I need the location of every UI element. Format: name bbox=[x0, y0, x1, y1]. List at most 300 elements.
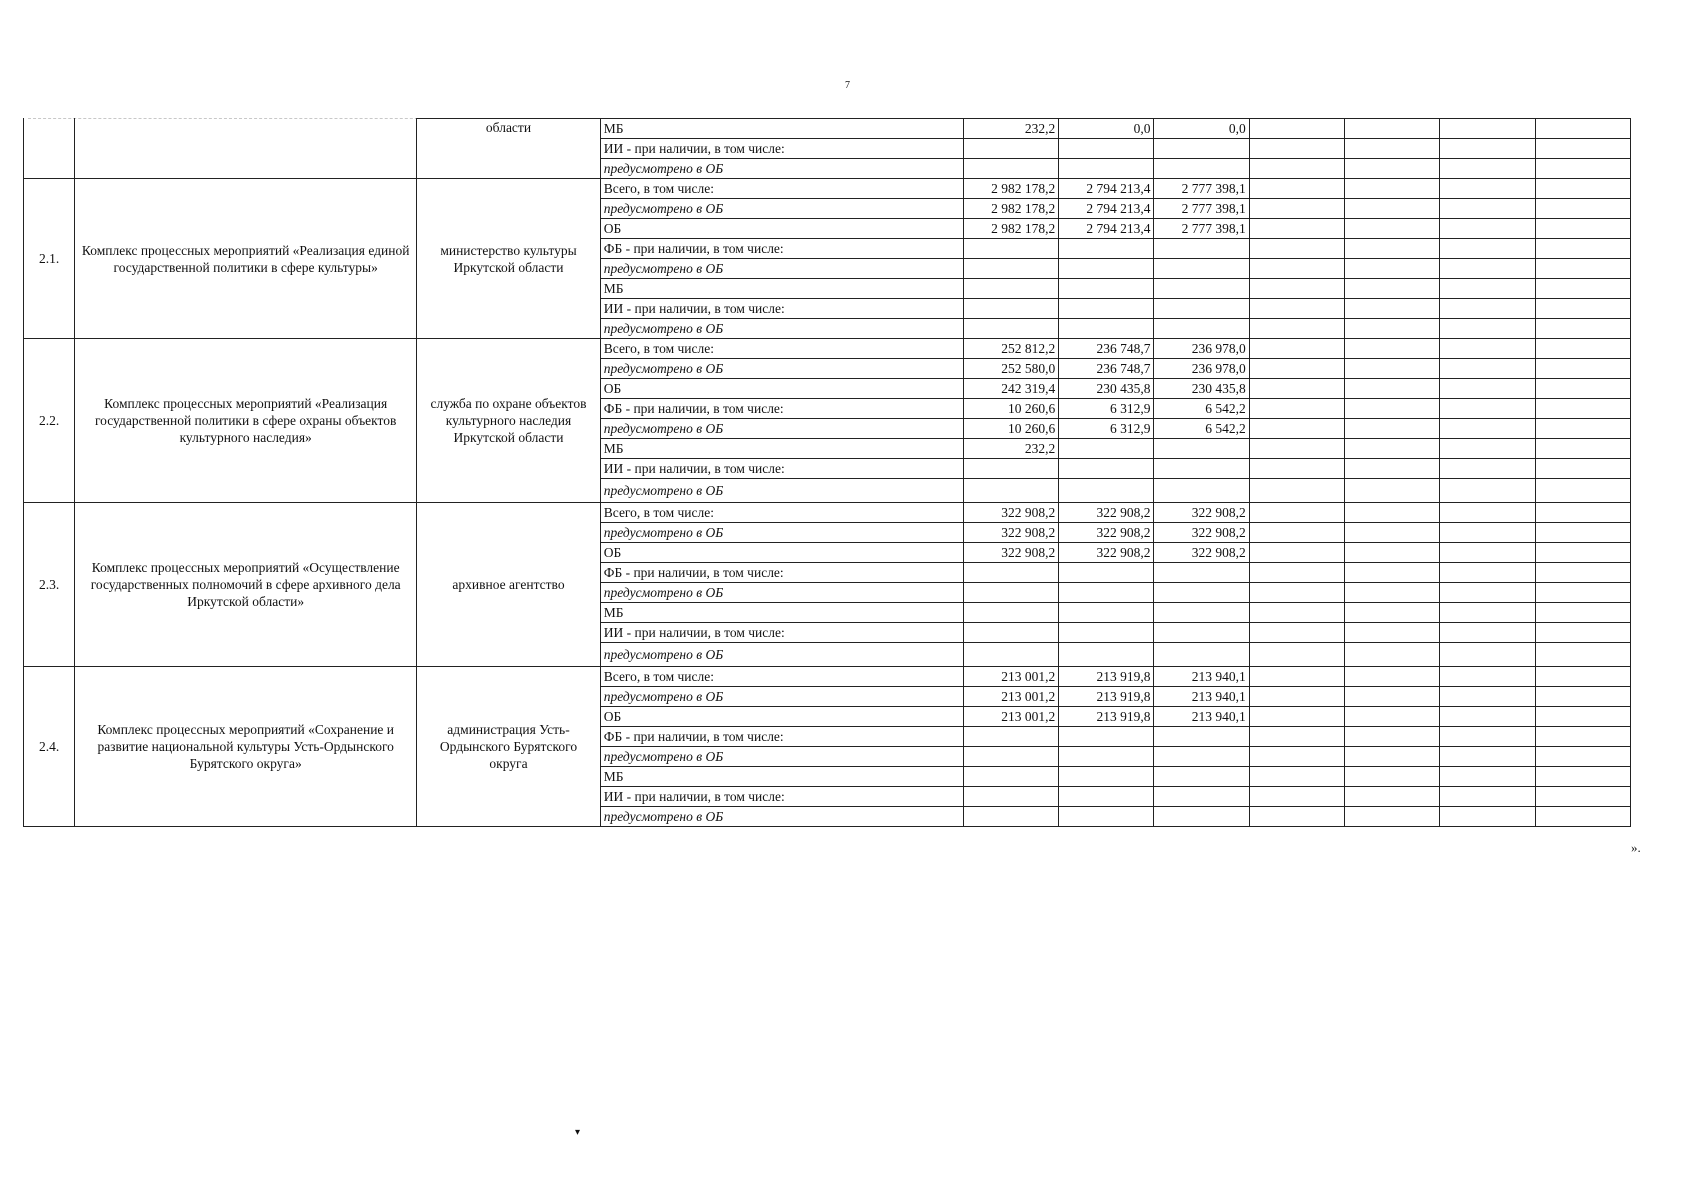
amount-cell-3 bbox=[1154, 563, 1249, 583]
empty-cell bbox=[1249, 583, 1344, 603]
amount-cell-2 bbox=[1059, 159, 1154, 179]
empty-cell bbox=[1345, 399, 1440, 419]
empty-cell bbox=[1535, 459, 1630, 479]
amount-cell-2 bbox=[1059, 563, 1154, 583]
amount-cell-3 bbox=[1154, 139, 1249, 159]
empty-cell bbox=[1535, 583, 1630, 603]
amount-cell-3 bbox=[1154, 603, 1249, 623]
empty-cell bbox=[1440, 179, 1535, 199]
empty-cell bbox=[1345, 179, 1440, 199]
empty-cell bbox=[1345, 459, 1440, 479]
empty-cell bbox=[1535, 807, 1630, 827]
empty-cell bbox=[1249, 239, 1344, 259]
empty-cell bbox=[1345, 623, 1440, 643]
funding-source-cell: предусмотрено в ОБ bbox=[600, 807, 963, 827]
amount-cell-1 bbox=[963, 563, 1058, 583]
empty-cell bbox=[1535, 279, 1630, 299]
empty-cell bbox=[1535, 687, 1630, 707]
empty-cell bbox=[1249, 299, 1344, 319]
empty-cell bbox=[1535, 503, 1630, 523]
empty-cell bbox=[1440, 399, 1535, 419]
empty-cell bbox=[1345, 747, 1440, 767]
financing-table-body bbox=[24, 119, 1631, 827]
empty-cell bbox=[1249, 339, 1344, 359]
empty-cell bbox=[1345, 563, 1440, 583]
amount-cell-1 bbox=[963, 643, 1058, 667]
amount-cell-3: 322 908,2 bbox=[1154, 503, 1249, 523]
amount-cell-3 bbox=[1154, 583, 1249, 603]
amount-cell-3: 2 777 398,1 bbox=[1154, 199, 1249, 219]
amount-cell-3: 213 940,1 bbox=[1154, 707, 1249, 727]
empty-cell bbox=[1535, 563, 1630, 583]
empty-cell bbox=[1535, 623, 1630, 643]
amount-cell-3 bbox=[1154, 159, 1249, 179]
empty-cell bbox=[1249, 359, 1344, 379]
empty-cell bbox=[1249, 807, 1344, 827]
amount-cell-1 bbox=[963, 603, 1058, 623]
funding-source-cell: ФБ - при наличии, в том числе: bbox=[600, 399, 963, 419]
empty-cell bbox=[1345, 707, 1440, 727]
empty-cell bbox=[1345, 139, 1440, 159]
amount-cell-2: 213 919,8 bbox=[1059, 707, 1154, 727]
funding-source-cell: ФБ - при наличии, в том числе: bbox=[600, 239, 963, 259]
amount-cell-2 bbox=[1059, 439, 1154, 459]
amount-cell-2: 0,0 bbox=[1059, 119, 1154, 139]
amount-cell-2: 236 748,7 bbox=[1059, 339, 1154, 359]
amount-cell-2 bbox=[1059, 259, 1154, 279]
amount-cell-3: 6 542,2 bbox=[1154, 399, 1249, 419]
empty-cell bbox=[1249, 563, 1344, 583]
empty-cell bbox=[1345, 643, 1440, 667]
empty-cell bbox=[1535, 119, 1630, 139]
empty-cell bbox=[1345, 239, 1440, 259]
amount-cell-2 bbox=[1059, 239, 1154, 259]
amount-cell-3: 2 777 398,1 bbox=[1154, 219, 1249, 239]
empty-cell bbox=[1345, 503, 1440, 523]
empty-cell bbox=[1535, 299, 1630, 319]
amount-cell-3 bbox=[1154, 259, 1249, 279]
amount-cell-2 bbox=[1059, 319, 1154, 339]
empty-cell bbox=[1249, 543, 1344, 563]
empty-cell bbox=[1535, 359, 1630, 379]
amount-cell-1 bbox=[963, 479, 1058, 503]
amount-cell-1: 213 001,2 bbox=[963, 667, 1058, 687]
funding-source-cell: предусмотрено в ОБ bbox=[600, 523, 963, 543]
empty-cell bbox=[1249, 687, 1344, 707]
amount-cell-1 bbox=[963, 239, 1058, 259]
responsible-cell: администрация Усть-Ордынского Бурятского округа bbox=[417, 667, 601, 827]
empty-cell bbox=[1249, 523, 1344, 543]
empty-cell bbox=[1440, 523, 1535, 543]
amount-cell-1: 10 260,6 bbox=[963, 419, 1058, 439]
amount-cell-1 bbox=[963, 807, 1058, 827]
empty-cell bbox=[1345, 419, 1440, 439]
amount-cell-1 bbox=[963, 159, 1058, 179]
funding-source-cell: ИИ - при наличии, в том числе: bbox=[600, 787, 963, 807]
empty-cell bbox=[1345, 667, 1440, 687]
amount-cell-3 bbox=[1154, 279, 1249, 299]
empty-cell bbox=[1249, 707, 1344, 727]
amount-cell-1: 213 001,2 bbox=[963, 687, 1058, 707]
funding-source-cell: МБ bbox=[600, 767, 963, 787]
amount-cell-3 bbox=[1154, 239, 1249, 259]
empty-cell bbox=[1249, 379, 1344, 399]
empty-cell bbox=[1440, 787, 1535, 807]
funding-source-cell: предусмотрено в ОБ bbox=[600, 687, 963, 707]
empty-cell bbox=[1440, 299, 1535, 319]
empty-cell bbox=[1345, 199, 1440, 219]
empty-cell bbox=[1345, 603, 1440, 623]
amount-cell-3: 2 777 398,1 bbox=[1154, 179, 1249, 199]
amount-cell-3 bbox=[1154, 643, 1249, 667]
funding-source-cell: ИИ - при наличии, в том числе: bbox=[600, 139, 963, 159]
funding-source-cell: предусмотрено в ОБ bbox=[600, 359, 963, 379]
empty-cell bbox=[1440, 219, 1535, 239]
empty-cell bbox=[1535, 239, 1630, 259]
funding-source-cell: ИИ - при наличии, в том числе: bbox=[600, 623, 963, 643]
empty-cell bbox=[1249, 219, 1344, 239]
empty-cell bbox=[1249, 439, 1344, 459]
empty-cell bbox=[1535, 479, 1630, 503]
empty-cell bbox=[1535, 419, 1630, 439]
amount-cell-1: 242 319,4 bbox=[963, 379, 1058, 399]
amount-cell-1 bbox=[963, 319, 1058, 339]
item-name-cell: Комплекс процессных мероприятий «Реализация единой государственной политики в сфере культуры» bbox=[75, 179, 417, 339]
amount-cell-2: 2 794 213,4 bbox=[1059, 199, 1154, 219]
empty-cell bbox=[1440, 623, 1535, 643]
empty-cell bbox=[1535, 787, 1630, 807]
empty-cell bbox=[1440, 159, 1535, 179]
funding-source-cell: предусмотрено в ОБ bbox=[600, 419, 963, 439]
funding-source-cell: ОБ bbox=[600, 379, 963, 399]
amount-cell-3 bbox=[1154, 439, 1249, 459]
funding-source-cell: ИИ - при наличии, в том числе: bbox=[600, 459, 963, 479]
amount-cell-2 bbox=[1059, 807, 1154, 827]
empty-cell bbox=[1535, 667, 1630, 687]
amount-cell-1 bbox=[963, 727, 1058, 747]
amount-cell-3 bbox=[1154, 747, 1249, 767]
empty-cell bbox=[1440, 459, 1535, 479]
item-name-cell bbox=[75, 119, 417, 179]
amount-cell-1 bbox=[963, 459, 1058, 479]
amount-cell-3: 230 435,8 bbox=[1154, 379, 1249, 399]
empty-cell bbox=[1249, 319, 1344, 339]
amount-cell-2: 236 748,7 bbox=[1059, 359, 1154, 379]
amount-cell-2: 213 919,8 bbox=[1059, 687, 1154, 707]
table-row bbox=[24, 339, 1631, 359]
responsible-cell: архивное агентство bbox=[417, 503, 601, 667]
empty-cell bbox=[1249, 603, 1344, 623]
empty-cell bbox=[1345, 339, 1440, 359]
amount-cell-1 bbox=[963, 623, 1058, 643]
funding-source-cell: предусмотрено в ОБ bbox=[600, 259, 963, 279]
responsible-cell: министерство культуры Иркутской области bbox=[417, 179, 601, 339]
empty-cell bbox=[1249, 643, 1344, 667]
item-number-cell: 2.1. bbox=[24, 179, 75, 339]
funding-source-cell: ФБ - при наличии, в том числе: bbox=[600, 563, 963, 583]
empty-cell bbox=[1345, 379, 1440, 399]
amount-cell-2 bbox=[1059, 583, 1154, 603]
amount-cell-3 bbox=[1154, 459, 1249, 479]
amount-cell-1: 2 982 178,2 bbox=[963, 179, 1058, 199]
empty-cell bbox=[1440, 199, 1535, 219]
empty-cell bbox=[1440, 707, 1535, 727]
empty-cell bbox=[1345, 807, 1440, 827]
funding-source-cell: предусмотрено в ОБ bbox=[600, 319, 963, 339]
empty-cell bbox=[1345, 359, 1440, 379]
amount-cell-3: 213 940,1 bbox=[1154, 687, 1249, 707]
empty-cell bbox=[1440, 359, 1535, 379]
funding-source-cell: предусмотрено в ОБ bbox=[600, 479, 963, 503]
amount-cell-2: 230 435,8 bbox=[1059, 379, 1154, 399]
amount-cell-2 bbox=[1059, 299, 1154, 319]
closing-quote-mark: ». bbox=[1631, 840, 1641, 855]
amount-cell-3: 213 940,1 bbox=[1154, 667, 1249, 687]
empty-cell bbox=[1535, 339, 1630, 359]
amount-cell-1: 10 260,6 bbox=[963, 399, 1058, 419]
funding-source-cell: предусмотрено в ОБ bbox=[600, 583, 963, 603]
amount-cell-2: 322 908,2 bbox=[1059, 543, 1154, 563]
empty-cell bbox=[1345, 219, 1440, 239]
amount-cell-2 bbox=[1059, 603, 1154, 623]
amount-cell-2 bbox=[1059, 767, 1154, 787]
amount-cell-1 bbox=[963, 139, 1058, 159]
empty-cell bbox=[1440, 479, 1535, 503]
empty-cell bbox=[1535, 319, 1630, 339]
table-row bbox=[24, 179, 1631, 199]
amount-cell-1: 213 001,2 bbox=[963, 707, 1058, 727]
empty-cell bbox=[1440, 767, 1535, 787]
funding-source-cell: МБ bbox=[600, 119, 963, 139]
funding-source-cell: ФБ - при наличии, в том числе: bbox=[600, 727, 963, 747]
empty-cell bbox=[1535, 219, 1630, 239]
empty-cell bbox=[1535, 727, 1630, 747]
item-name-cell: Комплекс процессных мероприятий «Осуществление государственных полномочий в сфере архивного дела Иркутской области» bbox=[75, 503, 417, 667]
empty-cell bbox=[1535, 523, 1630, 543]
empty-cell bbox=[1249, 119, 1344, 139]
empty-cell bbox=[1440, 119, 1535, 139]
empty-cell bbox=[1249, 459, 1344, 479]
empty-cell bbox=[1440, 643, 1535, 667]
empty-cell bbox=[1440, 339, 1535, 359]
empty-cell bbox=[1535, 603, 1630, 623]
empty-cell bbox=[1440, 543, 1535, 563]
amount-cell-3: 0,0 bbox=[1154, 119, 1249, 139]
item-name-cell: Комплекс процессных мероприятий «Реализация государственной политики в сфере охраны объектов культурного наследия» bbox=[75, 339, 417, 503]
empty-cell bbox=[1249, 399, 1344, 419]
empty-cell bbox=[1535, 767, 1630, 787]
amount-cell-1 bbox=[963, 279, 1058, 299]
amount-cell-1: 232,2 bbox=[963, 439, 1058, 459]
empty-cell bbox=[1535, 399, 1630, 419]
amount-cell-1: 322 908,2 bbox=[963, 523, 1058, 543]
empty-cell bbox=[1249, 479, 1344, 503]
empty-cell bbox=[1345, 767, 1440, 787]
amount-cell-1: 232,2 bbox=[963, 119, 1058, 139]
responsible-cell: служба по охране объектов культурного наследия Иркутской области bbox=[417, 339, 601, 503]
empty-cell bbox=[1440, 419, 1535, 439]
empty-cell bbox=[1440, 807, 1535, 827]
funding-source-cell: ОБ bbox=[600, 543, 963, 563]
amount-cell-1 bbox=[963, 767, 1058, 787]
empty-cell bbox=[1440, 503, 1535, 523]
empty-cell bbox=[1345, 787, 1440, 807]
empty-cell bbox=[1345, 543, 1440, 563]
amount-cell-2: 322 908,2 bbox=[1059, 523, 1154, 543]
empty-cell bbox=[1345, 259, 1440, 279]
funding-source-cell: предусмотрено в ОБ bbox=[600, 199, 963, 219]
funding-source-cell: МБ bbox=[600, 603, 963, 623]
empty-cell bbox=[1535, 543, 1630, 563]
amount-cell-1 bbox=[963, 583, 1058, 603]
funding-source-cell: Всего, в том числе: bbox=[600, 339, 963, 359]
amount-cell-2 bbox=[1059, 139, 1154, 159]
financing-table bbox=[23, 118, 1631, 827]
amount-cell-2 bbox=[1059, 787, 1154, 807]
funding-source-cell: Всего, в том числе: bbox=[600, 667, 963, 687]
amount-cell-2: 6 312,9 bbox=[1059, 419, 1154, 439]
amount-cell-2: 6 312,9 bbox=[1059, 399, 1154, 419]
empty-cell bbox=[1535, 179, 1630, 199]
funding-source-cell: МБ bbox=[600, 439, 963, 459]
empty-cell bbox=[1440, 139, 1535, 159]
empty-cell bbox=[1440, 747, 1535, 767]
funding-source-cell: МБ bbox=[600, 279, 963, 299]
amount-cell-2: 213 919,8 bbox=[1059, 667, 1154, 687]
empty-cell bbox=[1440, 583, 1535, 603]
empty-cell bbox=[1440, 603, 1535, 623]
empty-cell bbox=[1249, 787, 1344, 807]
funding-source-cell: ОБ bbox=[600, 219, 963, 239]
amount-cell-2: 2 794 213,4 bbox=[1059, 179, 1154, 199]
empty-cell bbox=[1440, 687, 1535, 707]
funding-source-cell: ИИ - при наличии, в том числе: bbox=[600, 299, 963, 319]
empty-cell bbox=[1440, 379, 1535, 399]
amount-cell-1: 322 908,2 bbox=[963, 543, 1058, 563]
amount-cell-3: 322 908,2 bbox=[1154, 543, 1249, 563]
amount-cell-3: 322 908,2 bbox=[1154, 523, 1249, 543]
empty-cell bbox=[1249, 747, 1344, 767]
funding-source-cell: Всего, в том числе: bbox=[600, 503, 963, 523]
amount-cell-3 bbox=[1154, 787, 1249, 807]
item-number-cell: 2.4. bbox=[24, 667, 75, 827]
amount-cell-3 bbox=[1154, 623, 1249, 643]
empty-cell bbox=[1345, 727, 1440, 747]
empty-cell bbox=[1249, 727, 1344, 747]
amount-cell-3 bbox=[1154, 299, 1249, 319]
amount-cell-1 bbox=[963, 747, 1058, 767]
funding-source-cell: предусмотрено в ОБ bbox=[600, 747, 963, 767]
empty-cell bbox=[1249, 199, 1344, 219]
amount-cell-3 bbox=[1154, 767, 1249, 787]
amount-cell-1 bbox=[963, 787, 1058, 807]
responsible-cell: области bbox=[417, 119, 601, 179]
empty-cell bbox=[1345, 479, 1440, 503]
empty-cell bbox=[1535, 159, 1630, 179]
amount-cell-3: 236 978,0 bbox=[1154, 359, 1249, 379]
amount-cell-3 bbox=[1154, 319, 1249, 339]
amount-cell-2 bbox=[1059, 727, 1154, 747]
funding-source-cell: Всего, в том числе: bbox=[600, 179, 963, 199]
amount-cell-3: 236 978,0 bbox=[1154, 339, 1249, 359]
empty-cell bbox=[1440, 279, 1535, 299]
amount-cell-2: 322 908,2 bbox=[1059, 503, 1154, 523]
item-number-cell: 2.3. bbox=[24, 503, 75, 667]
empty-cell bbox=[1535, 139, 1630, 159]
funding-source-cell: предусмотрено в ОБ bbox=[600, 159, 963, 179]
amount-cell-2 bbox=[1059, 279, 1154, 299]
item-number-cell: 2.2. bbox=[24, 339, 75, 503]
empty-cell bbox=[1535, 379, 1630, 399]
amount-cell-2 bbox=[1059, 643, 1154, 667]
empty-cell bbox=[1345, 119, 1440, 139]
empty-cell bbox=[1535, 707, 1630, 727]
empty-cell bbox=[1345, 159, 1440, 179]
amount-cell-1 bbox=[963, 299, 1058, 319]
amount-cell-1: 252 580,0 bbox=[963, 359, 1058, 379]
empty-cell bbox=[1440, 319, 1535, 339]
item-name-cell: Комплекс процессных мероприятий «Сохранение и развитие национальной культуры Усть-Ордынского Бурятского округа» bbox=[75, 667, 417, 827]
empty-cell bbox=[1345, 439, 1440, 459]
empty-cell bbox=[1249, 179, 1344, 199]
empty-cell bbox=[1535, 747, 1630, 767]
item-number-cell bbox=[24, 119, 75, 179]
empty-cell bbox=[1249, 279, 1344, 299]
table-row bbox=[24, 667, 1631, 687]
empty-cell bbox=[1345, 523, 1440, 543]
amount-cell-3 bbox=[1154, 807, 1249, 827]
empty-cell bbox=[1535, 643, 1630, 667]
empty-cell bbox=[1249, 623, 1344, 643]
empty-cell bbox=[1345, 687, 1440, 707]
empty-cell bbox=[1249, 259, 1344, 279]
table-row bbox=[24, 119, 1631, 139]
empty-cell bbox=[1535, 199, 1630, 219]
empty-cell bbox=[1440, 563, 1535, 583]
empty-cell bbox=[1440, 727, 1535, 747]
amount-cell-3: 6 542,2 bbox=[1154, 419, 1249, 439]
bottom-scan-mark: ▾ bbox=[575, 1127, 581, 1138]
empty-cell bbox=[1249, 667, 1344, 687]
amount-cell-2 bbox=[1059, 623, 1154, 643]
empty-cell bbox=[1345, 319, 1440, 339]
funding-source-cell: ОБ bbox=[600, 707, 963, 727]
page-number: 7 bbox=[845, 80, 850, 91]
empty-cell bbox=[1249, 503, 1344, 523]
amount-cell-3 bbox=[1154, 727, 1249, 747]
empty-cell bbox=[1345, 583, 1440, 603]
amount-cell-1: 2 982 178,2 bbox=[963, 219, 1058, 239]
empty-cell bbox=[1345, 279, 1440, 299]
empty-cell bbox=[1440, 259, 1535, 279]
empty-cell bbox=[1249, 159, 1344, 179]
amount-cell-2 bbox=[1059, 479, 1154, 503]
table-row bbox=[24, 503, 1631, 523]
empty-cell bbox=[1440, 667, 1535, 687]
amount-cell-1 bbox=[963, 259, 1058, 279]
empty-cell bbox=[1535, 439, 1630, 459]
amount-cell-3 bbox=[1154, 479, 1249, 503]
empty-cell bbox=[1249, 419, 1344, 439]
empty-cell bbox=[1535, 259, 1630, 279]
empty-cell bbox=[1345, 299, 1440, 319]
empty-cell bbox=[1249, 139, 1344, 159]
empty-cell bbox=[1440, 239, 1535, 259]
funding-source-cell: предусмотрено в ОБ bbox=[600, 643, 963, 667]
empty-cell bbox=[1249, 767, 1344, 787]
amount-cell-2 bbox=[1059, 747, 1154, 767]
empty-cell bbox=[1440, 439, 1535, 459]
